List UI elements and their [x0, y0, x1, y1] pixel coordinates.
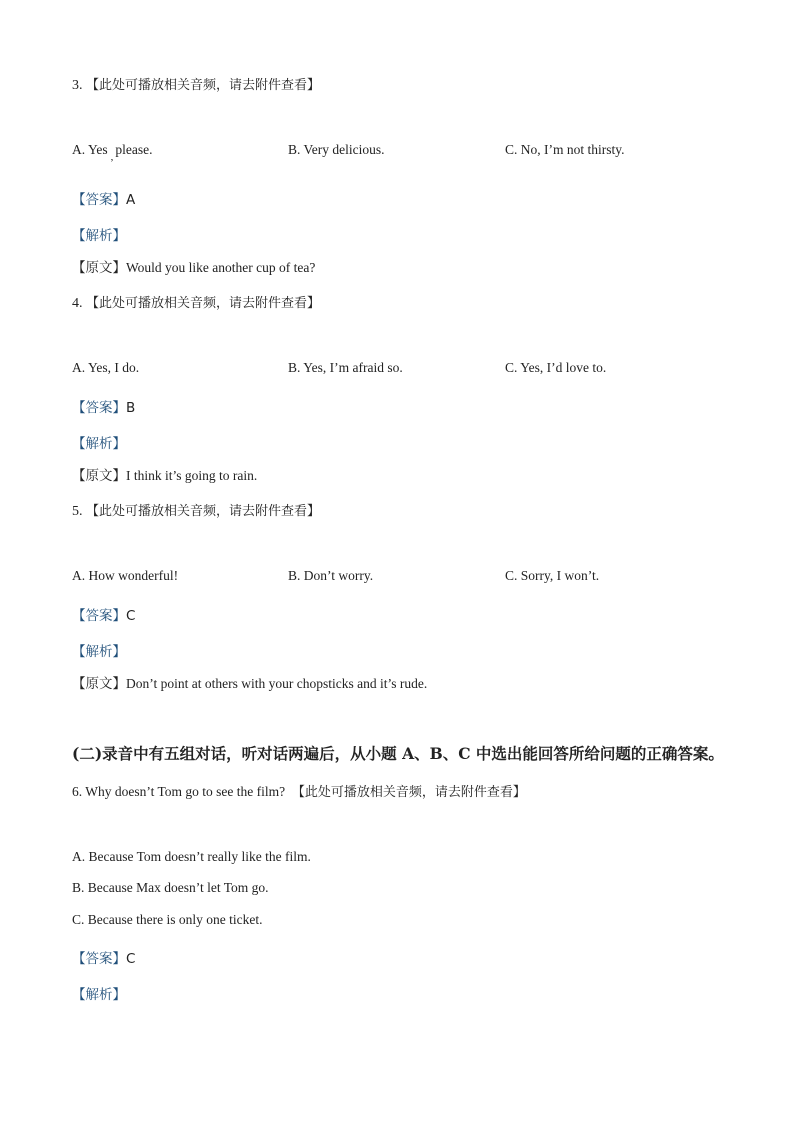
question-number: 4.: [72, 296, 83, 311]
original-text-line: [72, 464, 257, 484]
answer-value: A: [126, 192, 136, 208]
answer-line: [72, 604, 135, 625]
question-6-header: [72, 781, 526, 800]
original-label: 【原文】: [72, 676, 126, 692]
option-b: B. Very delicious.: [288, 142, 385, 157]
option-c: C. Because there is only one ticket.: [72, 912, 263, 927]
original-text-line: [72, 672, 427, 692]
audio-placeholder[interactable]: 【此处可播放相关音频，请去附件查看】: [86, 78, 321, 93]
answer-line: [72, 188, 135, 209]
question-text: 6. Why doesn’t Tom go to see the film?: [72, 784, 286, 799]
audio-placeholder[interactable]: 【此处可播放相关音频，请去附件查看】: [86, 504, 321, 519]
audio-placeholder[interactable]: 【此处可播放相关音频，请去附件查看】: [86, 296, 321, 311]
question-3-header: [72, 74, 320, 94]
section-heading: (二)录音中有五组对话，听对话两遍后，从小题 A、B、C 中选出能回答所给问题的正确答案。: [72, 744, 724, 763]
analysis-label: 【解析】: [72, 228, 126, 244]
question-4-header: [72, 292, 320, 312]
question-5-header: [72, 500, 320, 520]
analysis-line: [72, 640, 126, 661]
option-b: B. Yes, I’m afraid so.: [288, 360, 403, 375]
analysis-line: [72, 224, 126, 245]
answer-label: 【答案】: [72, 608, 126, 624]
original-text-line: [72, 256, 315, 276]
audio-placeholder[interactable]: 【此处可播放相关音频，请去附件查看】: [291, 785, 526, 800]
original-text: Don’t point at others with your chopsticks and it’s rude.: [126, 676, 428, 691]
option-a: A. Yes, I do.: [72, 360, 140, 375]
answer-label: 【答案】: [72, 192, 126, 208]
answer-value: B: [126, 400, 136, 416]
option-a: A. Yes $_,$ please.: [72, 142, 153, 163]
answer-line: [72, 396, 135, 417]
question-number: 3.: [72, 78, 83, 93]
answer-label: 【答案】: [72, 400, 126, 416]
option-a: A. Because Tom doesn’t really like the film.: [72, 849, 311, 864]
option-b: B. Because Max doesn’t let Tom go.: [72, 880, 269, 895]
analysis-label: 【解析】: [72, 644, 126, 660]
question-number: 5.: [72, 504, 83, 519]
analysis-line: [72, 983, 126, 1004]
option-c: C. Yes, I’d love to.: [505, 360, 607, 375]
answer-label: 【答案】: [72, 951, 126, 967]
original-label: 【原文】: [72, 468, 126, 484]
original-text: Would you like another cup of tea?: [126, 260, 316, 275]
answer-value: C: [126, 951, 136, 967]
answer-line: [72, 947, 135, 968]
original-label: 【原文】: [72, 260, 126, 276]
option-c: C. No, I’m not thirsty.: [505, 142, 625, 157]
option-c: C. Sorry, I won’t.: [505, 568, 600, 583]
option-b: B. Don’t worry.: [288, 568, 374, 583]
analysis-label: 【解析】: [72, 436, 126, 452]
original-text: I think it’s going to rain.: [126, 468, 258, 483]
answer-value: C: [126, 608, 136, 624]
analysis-label: 【解析】: [72, 987, 126, 1003]
option-a: A. How wonderful!: [72, 568, 179, 583]
analysis-line: [72, 432, 126, 453]
